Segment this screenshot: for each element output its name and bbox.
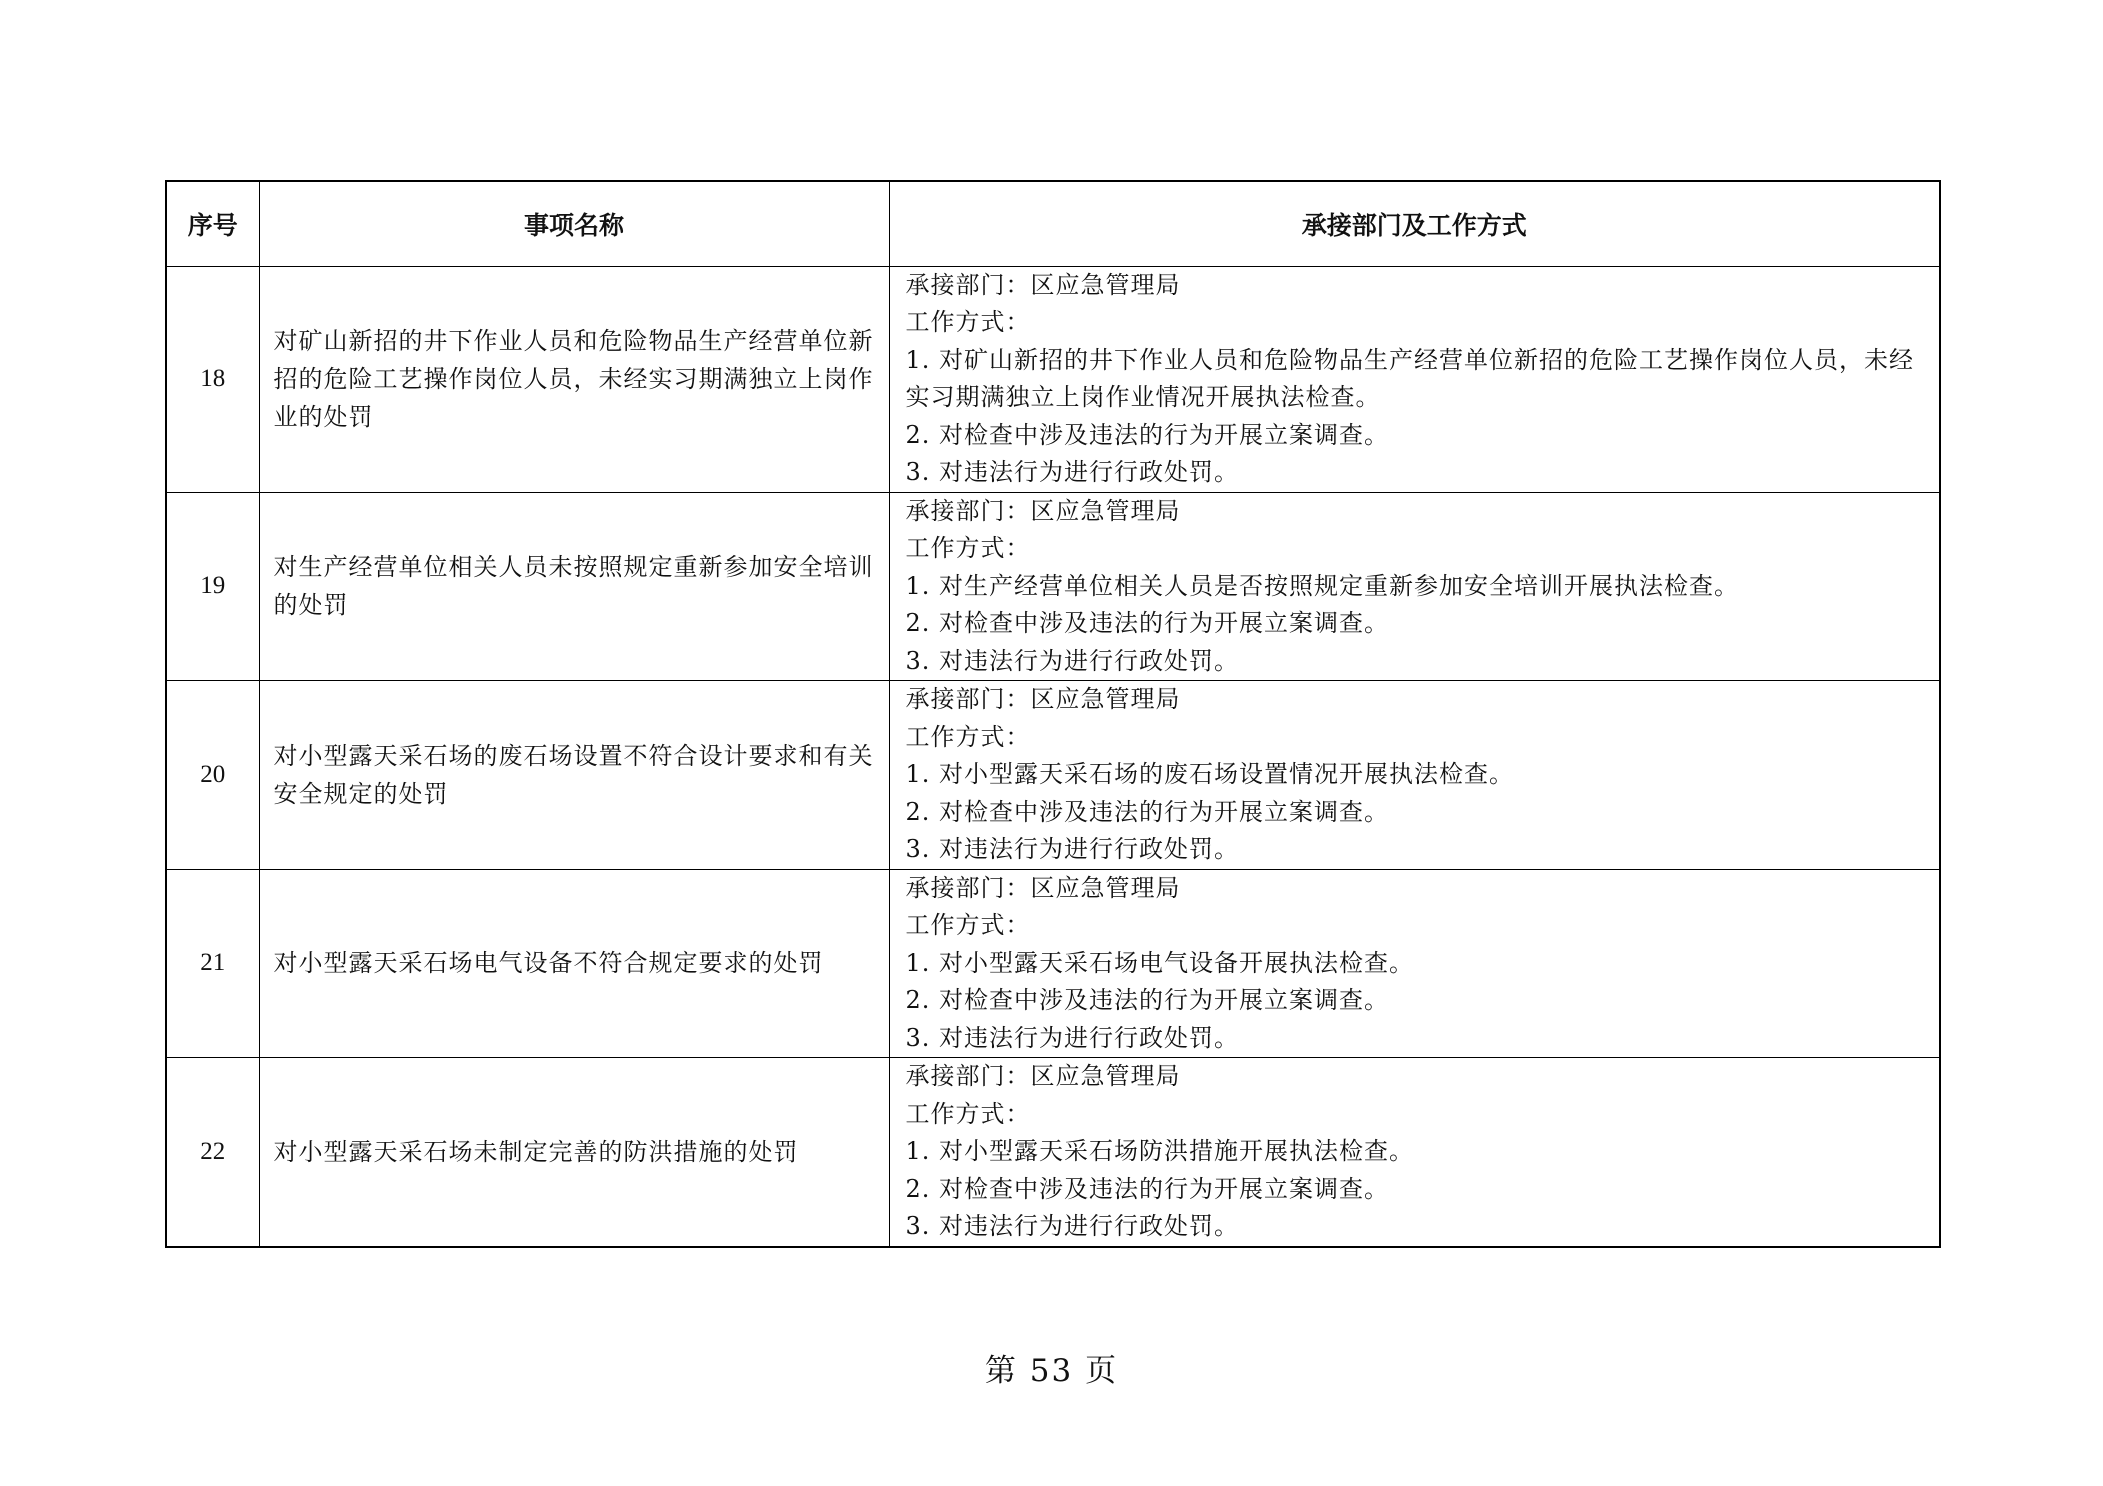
row-dept-method bbox=[889, 869, 1940, 1058]
method-label: 工作方式： bbox=[905, 911, 1031, 939]
row-item-name: 对小型露天采石场未制定完善的防洪措施的处罚 bbox=[259, 1058, 889, 1247]
row-number: 21 bbox=[166, 869, 259, 1058]
row-item-name: 对生产经营单位相关人员未按照规定重新参加安全培训的处罚 bbox=[259, 492, 889, 681]
method-step: 2. 对检查中涉及违法的行为开展立案调查。 bbox=[905, 420, 1390, 449]
method-step: 3. 对违法行为进行行政处罚。 bbox=[905, 835, 1240, 863]
method-step: 2. 对检查中涉及违法的行为开展立案调查。 bbox=[905, 986, 1390, 1014]
row-dept-method bbox=[889, 266, 1940, 492]
table-row bbox=[166, 492, 1940, 681]
row-dept-method bbox=[889, 1058, 1940, 1247]
table-row bbox=[166, 681, 1940, 870]
row-item-name: 对小型露天采石场的废石场设置不符合设计要求和有关安全规定的处罚 bbox=[259, 681, 889, 870]
row-number: 18 bbox=[166, 266, 259, 492]
table-row bbox=[166, 266, 1940, 492]
dept-line: 承接部门：区应急管理局 bbox=[905, 496, 1181, 525]
row-number: 20 bbox=[166, 681, 259, 870]
dept-line: 承接部门：区应急管理局 bbox=[905, 1062, 1181, 1090]
method-step: 3. 对违法行为进行行政处罚。 bbox=[905, 458, 1240, 486]
method-label: 工作方式： bbox=[905, 534, 1031, 562]
method-label: 工作方式： bbox=[905, 722, 1031, 751]
table-header-row bbox=[166, 181, 1940, 266]
method-step: 3. 对违法行为进行行政处罚。 bbox=[905, 1212, 1240, 1240]
header-item-name: 事项名称 bbox=[259, 181, 889, 266]
row-number: 19 bbox=[166, 492, 259, 681]
method-step: 1. 对矿山新招的井下作业人员和危险物品生产经营单位新招的危险工艺操作岗位人员，未经实习期满独立上岗作业情况开展执法检查。 bbox=[905, 345, 1915, 411]
table-row bbox=[166, 1058, 1940, 1247]
method-step: 1. 对生产经营单位相关人员是否按照规定重新参加安全培训开展执法检查。 bbox=[905, 571, 1740, 600]
method-step: 1. 对小型露天采石场电气设备开展执法检查。 bbox=[905, 948, 1415, 977]
method-step: 2. 对检查中涉及违法的行为开展立案调查。 bbox=[905, 609, 1390, 637]
method-label: 工作方式： bbox=[905, 1099, 1031, 1128]
header-dept-method: 承接部门及工作方式 bbox=[889, 181, 1940, 266]
method-step: 2. 对检查中涉及违法的行为开展立案调查。 bbox=[905, 797, 1390, 826]
row-item-name: 对小型露天采石场电气设备不符合规定要求的处罚 bbox=[259, 869, 889, 1058]
method-step: 2. 对检查中涉及违法的行为开展立案调查。 bbox=[905, 1174, 1390, 1203]
page-number: 第 53 页 bbox=[984, 1353, 1119, 1389]
row-dept-method bbox=[889, 681, 1940, 870]
method-step: 1. 对小型露天采石场的废石场设置情况开展执法检查。 bbox=[905, 760, 1515, 788]
method-step: 1. 对小型露天采石场防洪措施开展执法检查。 bbox=[905, 1137, 1415, 1165]
row-dept-method bbox=[889, 492, 1940, 681]
method-step: 3. 对违法行为进行行政处罚。 bbox=[905, 646, 1240, 675]
dept-line: 承接部门：区应急管理局 bbox=[905, 873, 1181, 902]
dept-line: 承接部门：区应急管理局 bbox=[905, 270, 1181, 299]
row-number: 22 bbox=[166, 1058, 259, 1247]
row-item-name: 对矿山新招的井下作业人员和危险物品生产经营单位新招的危险工艺操作岗位人员，未经实习期满独立上岗作业的处罚 bbox=[259, 266, 889, 492]
method-step: 3. 对违法行为进行行政处罚。 bbox=[905, 1023, 1240, 1052]
header-number: 序号 bbox=[166, 181, 259, 266]
items-table bbox=[165, 180, 1941, 1248]
dept-line: 承接部门：区应急管理局 bbox=[905, 685, 1181, 713]
table-row bbox=[166, 869, 1940, 1058]
method-label: 工作方式： bbox=[905, 308, 1031, 336]
